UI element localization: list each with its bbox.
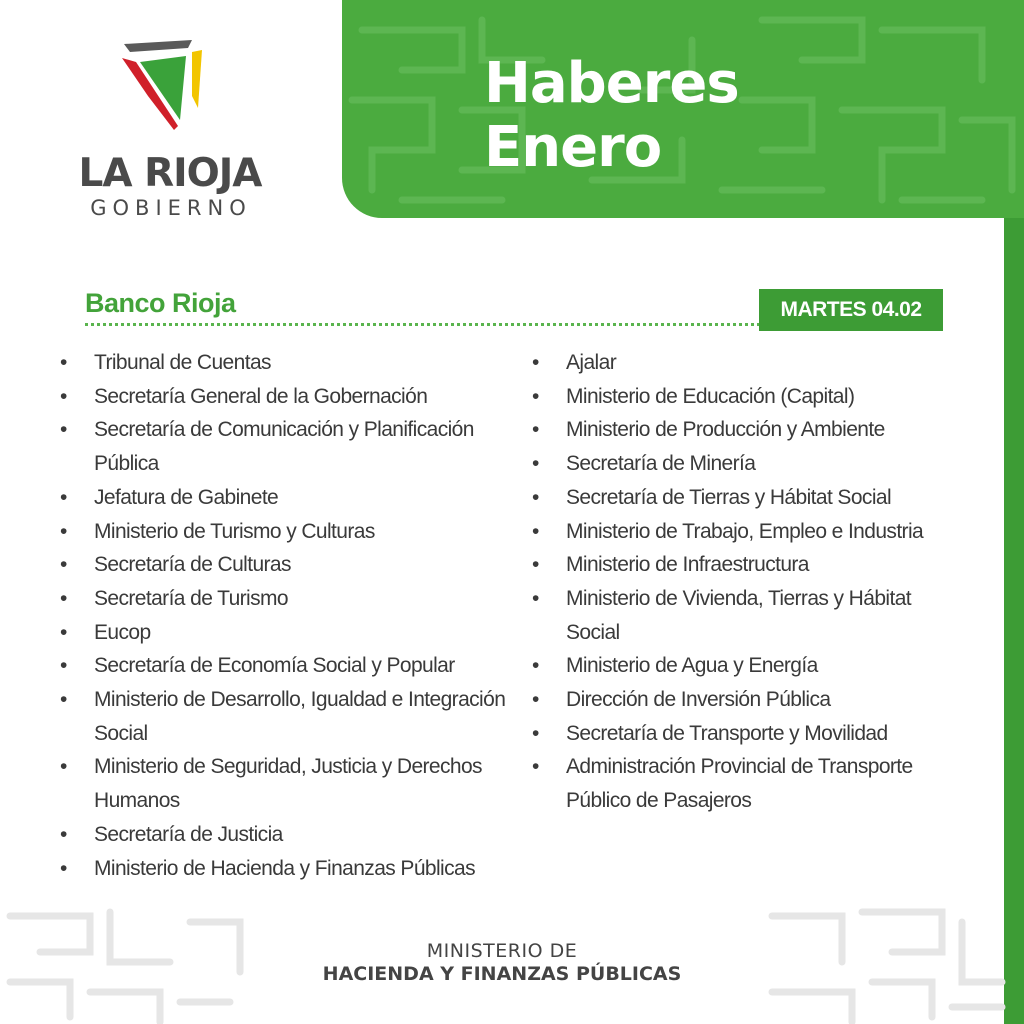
- list-item: • Secretaría de Justicia: [60, 818, 510, 852]
- list-item: • Jefatura de Gabinete: [60, 481, 510, 515]
- list-item: • Ministerio de Agua y Energía: [532, 649, 964, 683]
- list-item: • Secretaría de Culturas: [60, 548, 510, 582]
- footer-ministry-name: HACIENDA Y FINANZAS PÚBLICAS: [322, 963, 682, 985]
- list-item: • Ministerio de Desarrollo, Igualdad e Integración Social: [60, 683, 510, 750]
- list-item: • Secretaría de Economía Social y Popular: [60, 649, 510, 683]
- right-list: [532, 346, 964, 818]
- list-item: • Administración Provincial de Transporte Público de Pasajeros: [532, 750, 964, 817]
- list-item: • Ministerio de Hacienda y Finanzas Públicas: [60, 852, 510, 886]
- la-rioja-logo: [60, 36, 280, 226]
- list-item: • Ministerio de Vivienda, Tierras y Hábitat Social: [532, 582, 964, 649]
- title-line-2: Enero: [484, 115, 662, 180]
- list-item: • Ministerio de Turismo y Culturas: [60, 515, 510, 549]
- list-item: • Secretaría de Tierras y Hábitat Social: [532, 481, 964, 515]
- list-item: • Tribunal de Cuentas: [60, 346, 510, 380]
- page-title: [484, 52, 739, 180]
- list-item: • Dirección de Inversión Pública: [532, 683, 964, 717]
- date-badge: MARTES 04.02: [759, 289, 943, 331]
- list-item: • Ministerio de Producción y Ambiente: [532, 413, 964, 447]
- list-item: • Secretaría de Comunicación y Planificación Pública: [60, 413, 510, 480]
- dotted-divider: [85, 323, 760, 326]
- list-item: • Eucop: [60, 616, 510, 650]
- logo-subtitle: GOBIERNO: [90, 196, 252, 220]
- list-item: • Ministerio de Educación (Capital): [532, 380, 964, 414]
- footer-ministry-label: MINISTERIO DE: [426, 940, 578, 962]
- left-list: [60, 346, 510, 885]
- la-rioja-emblem-icon: [122, 36, 212, 136]
- title-line-1: Haberes: [484, 51, 739, 116]
- title-banner: [342, 0, 1024, 218]
- list-item: • Ministerio de Trabajo, Empleo e Industria: [532, 515, 964, 549]
- list-item: • Secretaría de Transporte y Movilidad: [532, 717, 964, 751]
- footer: [0, 940, 1004, 986]
- list-item: • Ajalar: [532, 346, 964, 380]
- list-item: • Ministerio de Seguridad, Justicia y Derechos Humanos: [60, 750, 510, 817]
- bank-name: Banco Rioja: [85, 288, 236, 318]
- logo-title: LA RIOJA: [78, 151, 262, 196]
- list-item: • Secretaría de Minería: [532, 447, 964, 481]
- list-item: • Secretaría de Turismo: [60, 582, 510, 616]
- list-item: • Ministerio de Infraestructura: [532, 548, 964, 582]
- list-item: • Secretaría General de la Gobernación: [60, 380, 510, 414]
